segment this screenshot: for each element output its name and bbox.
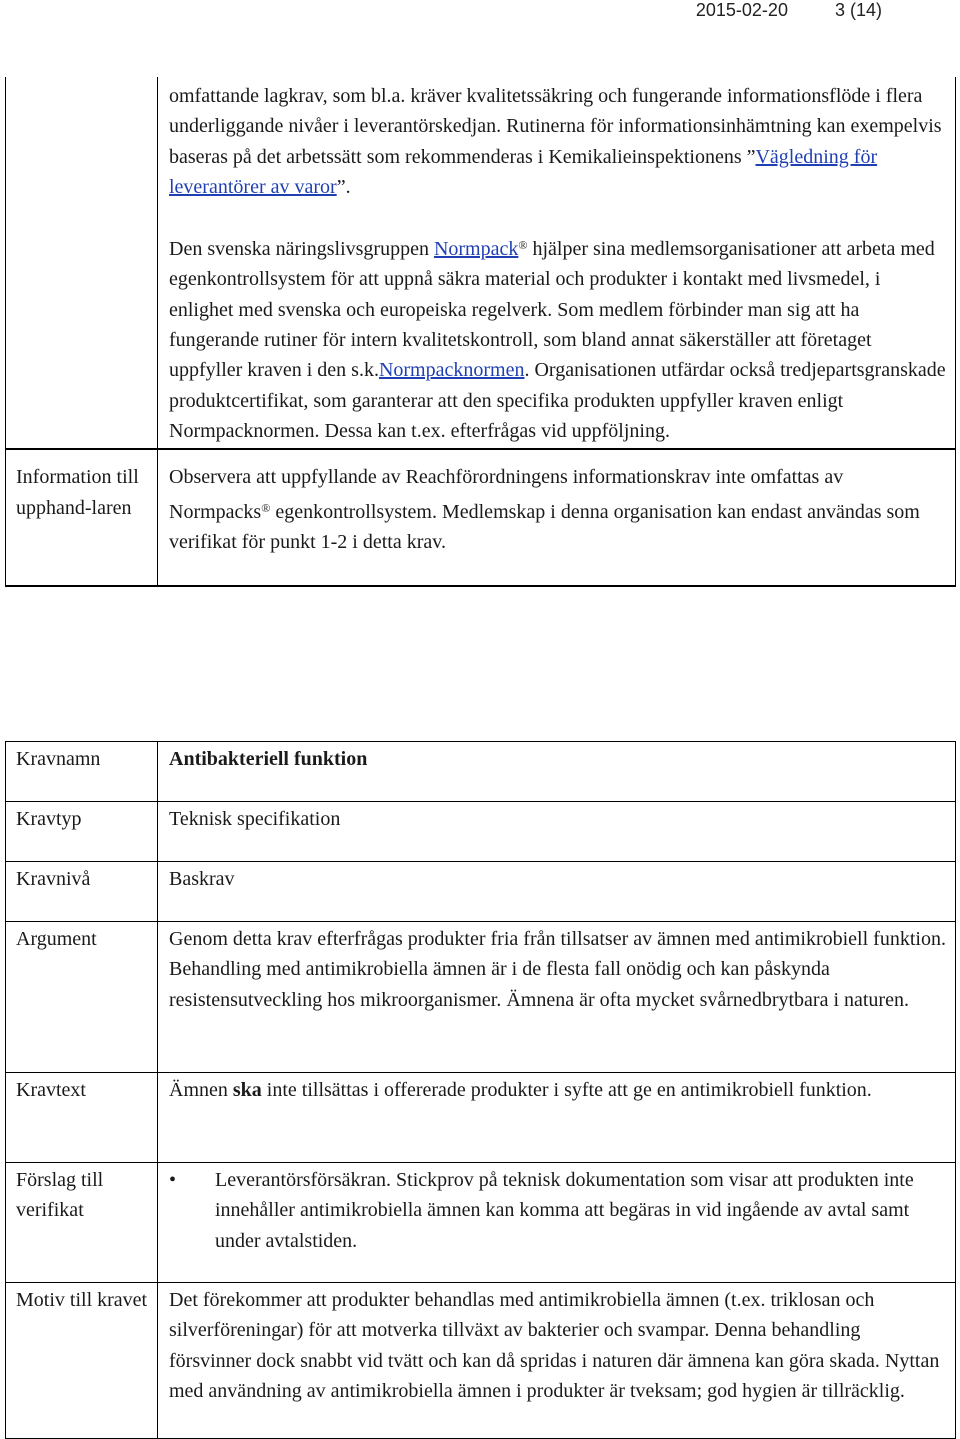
text-run: omfattande lagkrav, som bl.a. kräver kvalitetssäkring och fungerande informationsflöde i flera underliggande nivåer i leverantörskedjan. Rutinerna för informationsinhämtning kan exempelvis baseras på det arbetssätt som rekommenderas i Kemikalieinspektionens ” [169, 85, 942, 168]
list-item [169, 1165, 947, 1256]
registered-mark: ® [261, 500, 271, 515]
verifikat-list [169, 1165, 947, 1256]
table-row [6, 1163, 956, 1283]
text-run: . Organisationen utfärdar också tredjepartsgranskade produktcertifikat, som garanterar att den specifika produkten uppfyller kraven enligt Normpacknormen. Dessa kan t.ex. efterfrågas vid uppföljning. [169, 359, 946, 442]
motiv-value: Det förekommer att produkter behandlas med antimikrobiella ämnen (t.ex. triklosan och silverföreningar) för att motverka tillväxt av bakterier och svampar. Denna behandling försvinner dock snabbt vid tvätt och kan då spridas i naturen där ämnena kan göra skada. Nyttan med användning av antimikrobiella ämnen i produkter är tveksam; god hygien är tillräcklig. [158, 1283, 956, 1439]
info-label: Information till upphand-laren [6, 449, 158, 586]
kravtyp-value: Teknisk specifikation [158, 802, 956, 862]
text-run: egenkontrollsystem. Medlemskap i denna organisation kan endast användas som verifikat för punkt 1-2 i detta krav. [169, 500, 920, 553]
text-run: Den svenska näringslivsgruppen [169, 238, 434, 261]
page-header [696, 0, 882, 24]
table-row [6, 802, 956, 862]
requirement-table-continued [5, 77, 956, 587]
argument-label: Argument [6, 922, 158, 1073]
text-run: hjälper sina medlemsorganisationer att arbeta med egenkontrollsystem för att uppnå säkra material och produkter i kontakt med livsmedel, i enlighet med svenska och europeiska regelverk. Som medlem förbinder man sig att ha fungerande rutiner för intern kvalitetskontroll, som bland annat säkerställer att företaget uppfyller kraven i den s.k. [169, 238, 935, 382]
vagledning-link[interactable]: Vägledning för leverantörer av varor [169, 145, 878, 198]
kravtext-value [158, 1073, 956, 1163]
verification-text-cell [158, 77, 956, 449]
list-item-text: Leverantörsförsäkran. Stickprov på teknisk dokumentation som visar att produkten inte innehåller antimikrobiella ämnen kan komma att begäras in vid ingående av avtal samt under avtalstiden. [215, 1169, 914, 1252]
empty-label-cell [6, 77, 158, 449]
normpack-link[interactable]: Normpack [433, 238, 519, 261]
text-run: inte tillsättas i offererade produkter i syfte att ge en antimikrobiell funktion. [261, 1079, 872, 1101]
header-page-number: 3 (14) [834, 0, 882, 20]
registered-mark: ® [518, 238, 528, 253]
info-text-cell [158, 449, 956, 586]
verifikat-label: Förslag till verifikat [6, 1163, 158, 1283]
paragraph-lagkrav [169, 81, 947, 202]
table-row [6, 862, 956, 922]
kravnamn-value: Antibakteriell funktion [158, 742, 956, 802]
table-row [6, 922, 956, 1073]
kravtext-label: Kravtext [6, 1073, 158, 1163]
kravnamn-label: Kravnamn [6, 742, 158, 802]
text-run: ”. [336, 175, 351, 198]
table-row [6, 1073, 956, 1163]
kravniva-value: Baskrav [158, 862, 956, 922]
paragraph-normpack [169, 230, 947, 446]
table-row [6, 449, 956, 586]
kravtyp-label: Kravtyp [6, 802, 158, 862]
table-row [6, 1283, 956, 1439]
argument-value: Genom detta krav efterfrågas produkter fria från tillsatser av ämnen med antimikrobiell funktion. Behandling med antimikrobiella ämnen är i de flesta fall onödig och kan påskynda resistensutveckling hos mikroorganismer. Ämnena är ofta mycket svårnedbrytbara i naturen. [158, 922, 956, 1073]
emphasis-ska: ska [232, 1079, 262, 1101]
verifikat-value [158, 1163, 956, 1283]
table-row [6, 742, 956, 802]
text-run: Ämnen [169, 1079, 233, 1101]
paragraph-gap [169, 202, 947, 230]
table-row [6, 77, 956, 449]
text-run: Observera att uppfyllande av Reachförordningens informationskrav inte omfattas av Normpacks [169, 466, 844, 523]
requirement-table-antibakteriell [5, 741, 956, 1439]
header-date: 2015-02-20 [695, 0, 788, 20]
bullet-icon: • [169, 1169, 177, 1191]
kravniva-label: Kravnivå [6, 862, 158, 922]
normpacknormen-link[interactable]: Normpacknormen [378, 359, 525, 382]
motiv-label: Motiv till kravet [6, 1283, 158, 1439]
